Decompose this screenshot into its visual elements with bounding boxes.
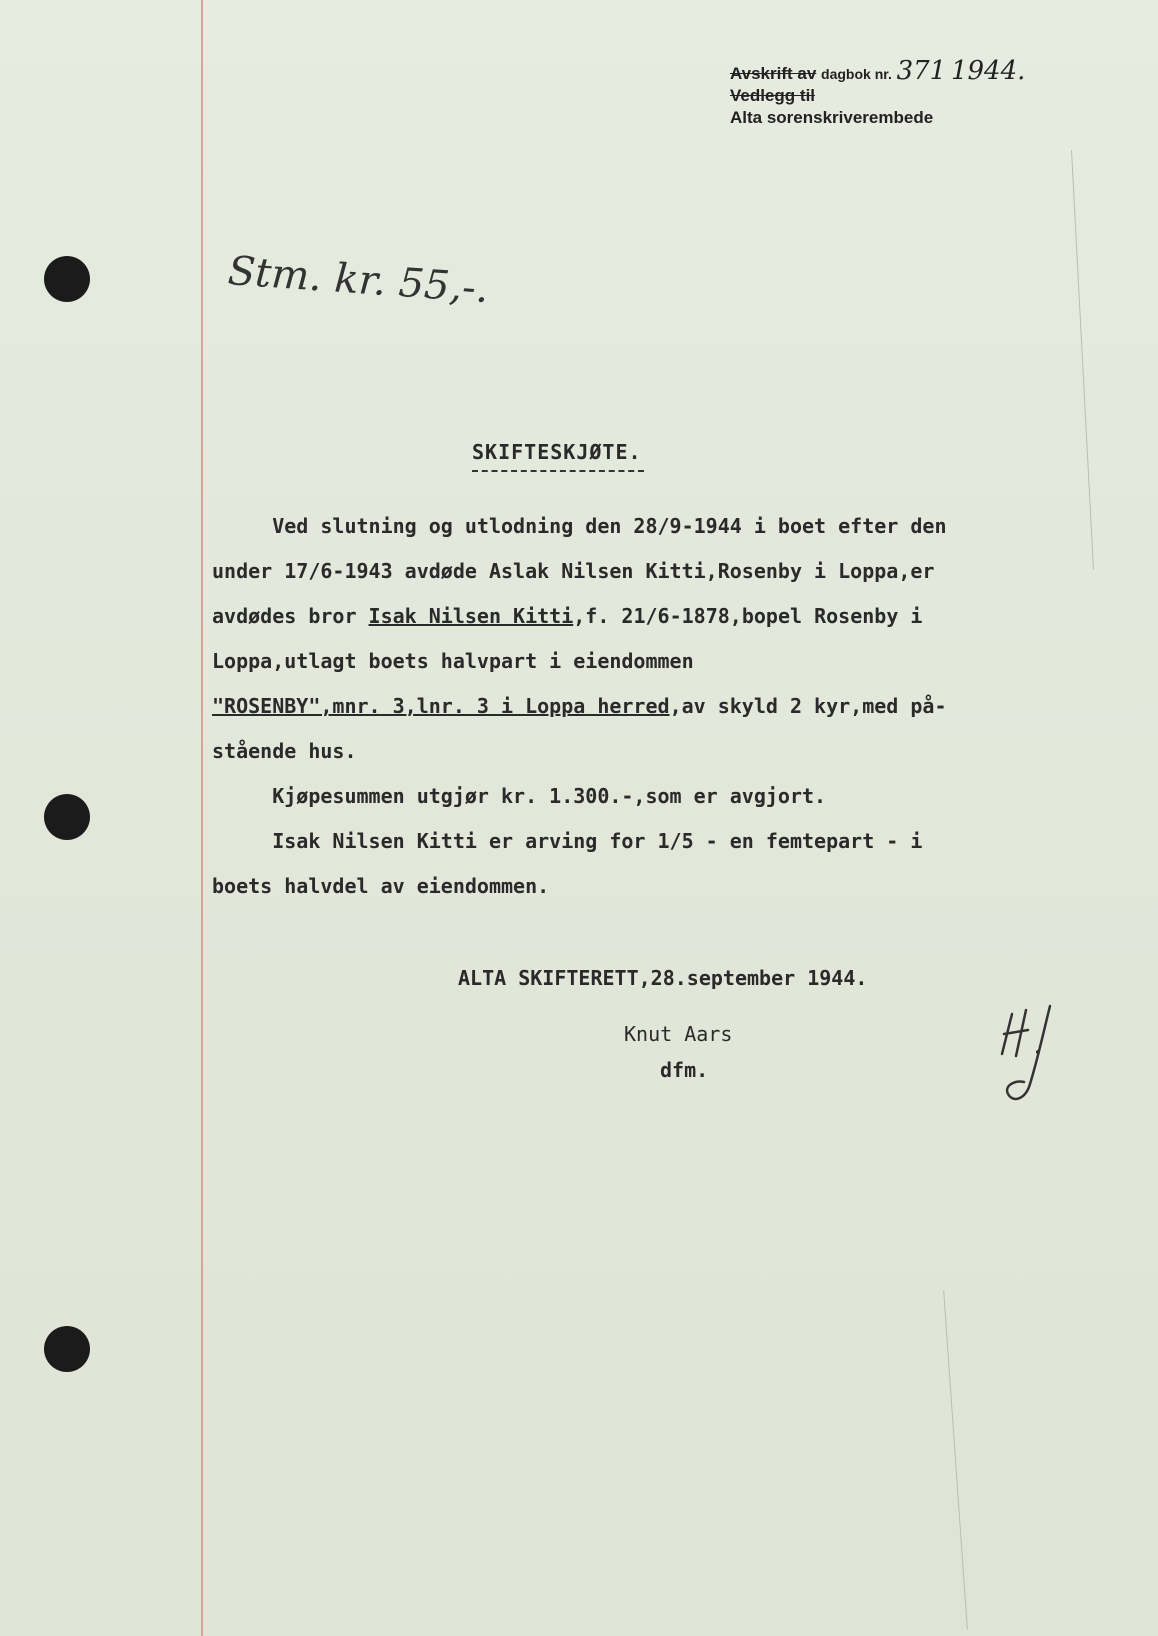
body-line: Kjøpesummen utgjør kr. 1.300.-,som er avgjort. — [212, 784, 827, 808]
punch-hole — [44, 256, 90, 302]
initials-mark — [998, 1000, 1088, 1110]
stamp-number: 371 — [896, 56, 947, 86]
body-line: Ved slutning og utlodning den 28/9-1944 i boet efter den — [212, 514, 947, 538]
document-body — [212, 504, 1062, 909]
body-line: "ROSENBY",mnr. 3,lnr. 3 i Loppa herred,av skyld 2 kyr,med på- — [212, 694, 947, 718]
title-underline — [472, 470, 644, 472]
stamp-year: 1944. — [950, 56, 1026, 86]
body-line: under 17/6-1943 avdøde Aslak Nilsen Kitti,Rosenby i Loppa,er — [212, 559, 935, 583]
signer-role: dfm. — [660, 1058, 709, 1082]
punch-hole — [44, 794, 90, 840]
signer-name: Knut Aars — [624, 1022, 733, 1046]
property-reference: "ROSENBY",mnr. 3,lnr. 3 i Loppa herred — [212, 694, 670, 718]
paper-crease — [1071, 150, 1094, 569]
registry-stamp — [730, 56, 1026, 129]
punch-hole — [44, 1326, 90, 1372]
stamp-struck-text: Avskrift av — [730, 64, 817, 83]
body-line: Isak Nilsen Kitti er arving for 1/5 - en femtepart - i — [212, 829, 923, 853]
body-line: avdødes bror Isak Nilsen Kitti,f. 21/6-1878,bopel Rosenby i — [212, 604, 923, 628]
stamp-office: Alta sorenskriverembede — [730, 108, 934, 127]
handwritten-initials — [998, 1000, 1088, 1123]
stamp-struck-text: Vedlegg til — [730, 86, 816, 105]
paper-crease — [943, 1290, 968, 1629]
body-line: Loppa,utlagt boets halvpart i eiendommen — [212, 649, 694, 673]
stamp-label: dagbok nr. — [821, 66, 892, 82]
document-title: SKIFTESKJØTE. — [472, 440, 642, 464]
body-line: stående hus. — [212, 739, 357, 763]
fee-note: Stm. kr. 55,-. — [226, 248, 491, 313]
heir-name: Isak Nilsen Kitti — [368, 604, 574, 628]
place-date: ALTA SKIFTERETT,28.september 1944. — [458, 966, 868, 990]
body-line: boets halvdel av eiendommen. — [212, 874, 550, 898]
margin-line — [201, 0, 203, 1636]
